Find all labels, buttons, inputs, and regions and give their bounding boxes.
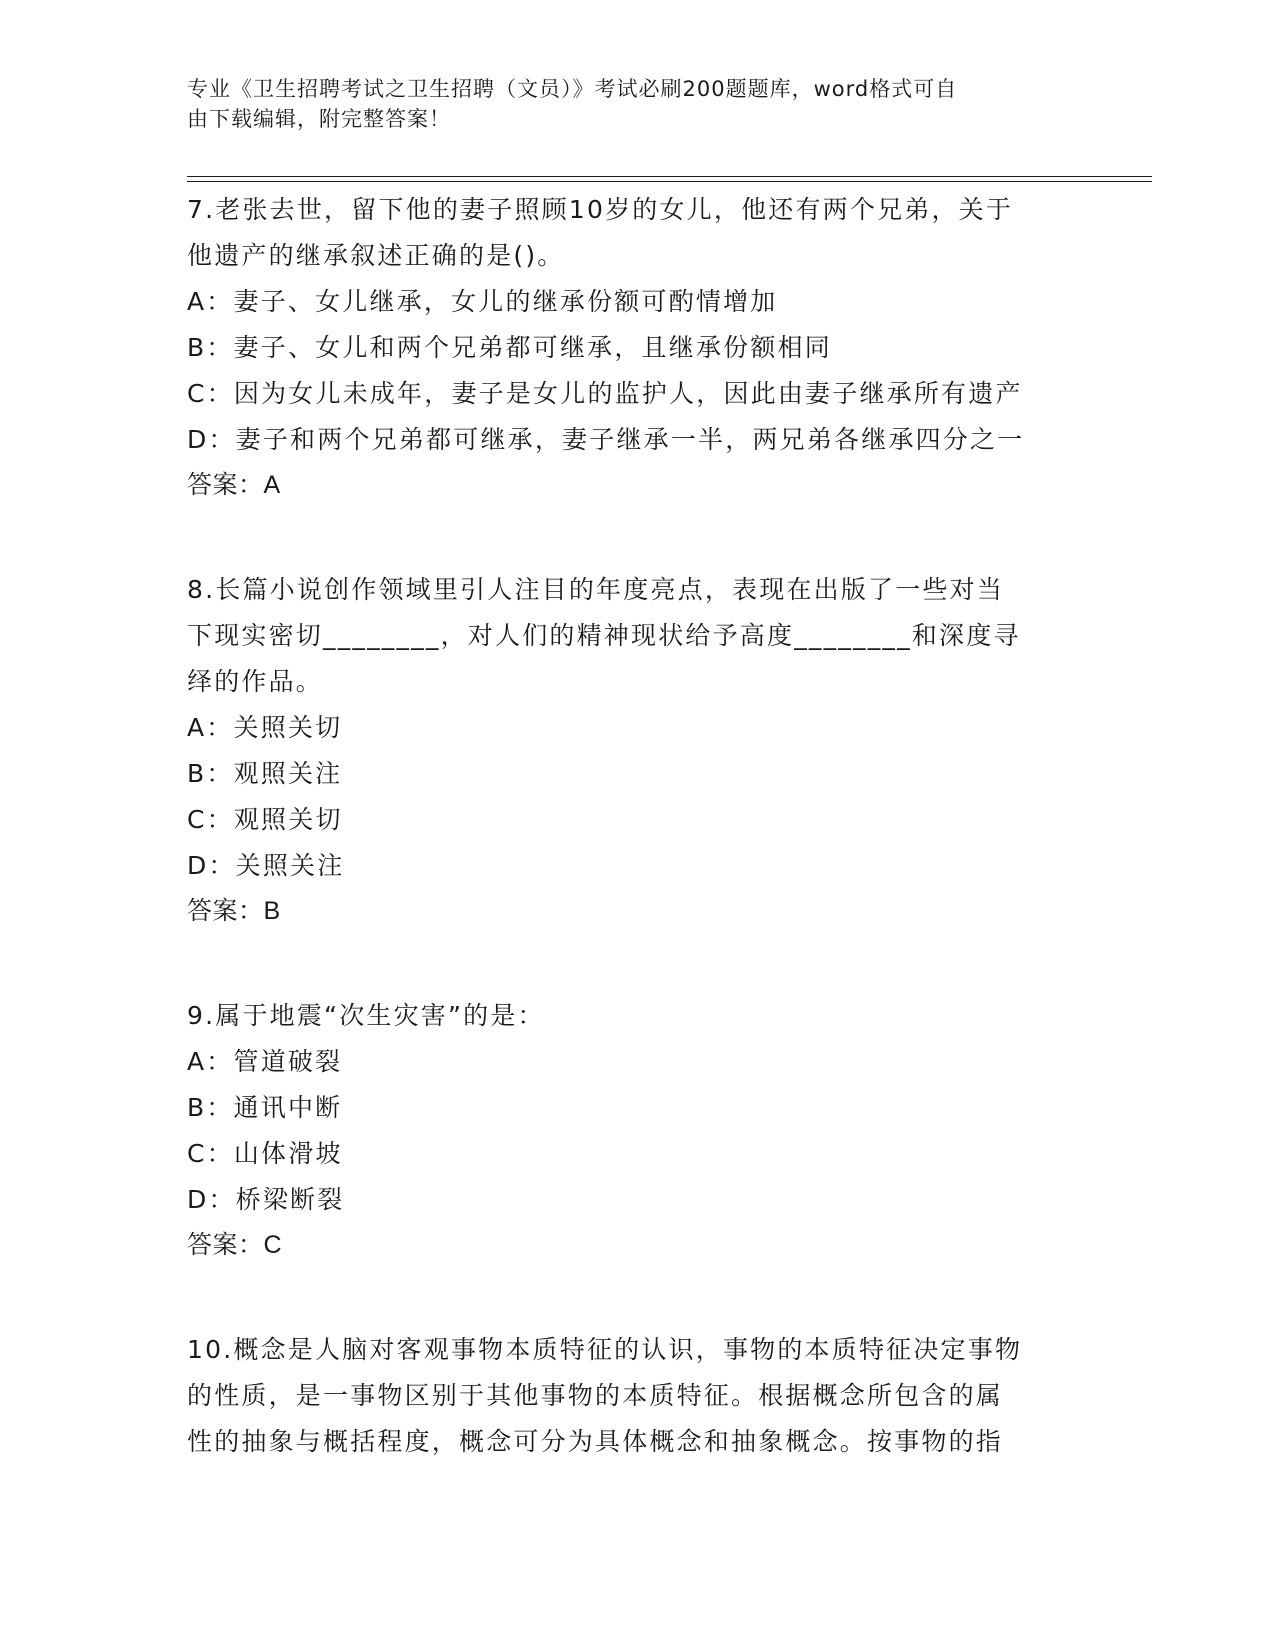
question-spacer (187, 933, 1067, 993)
option-d: D：桥梁断裂 (187, 1185, 345, 1214)
question-stem-line: 下现实密切________，对人们的精神现状给予高度________和深度寻 (187, 621, 1021, 650)
option-d: D：妻子和两个兄弟都可继承，妻子继承一半，两兄弟各继承四分之一 (187, 425, 1025, 454)
option-c: C：观照关切 (187, 805, 343, 834)
question-stem-line: 性的抽象与概括程度，概念可分为具体概念和抽象概念。按事物的指 (187, 1427, 1004, 1456)
header-divider-bottom (187, 181, 1152, 182)
option-c: C：因为女儿未成年，妻子是女儿的监护人，因此由妻子继承所有遗产 (187, 379, 1023, 408)
question-spacer (187, 507, 1067, 567)
question-stem-line: 8.长篇小说创作领域里引人注目的年度亮点，表现在出版了一些对当 (187, 575, 1005, 604)
question-8 (187, 567, 1067, 933)
option-c: C：山体滑坡 (187, 1139, 343, 1168)
question-7 (187, 187, 1067, 507)
question-10 (187, 1327, 1067, 1465)
question-stem-line: 绎的作品。 (187, 667, 324, 696)
question-stem-line: 7.老张去世，留下他的妻子照顾10岁的女儿，他还有两个兄弟，关于 (187, 195, 1014, 224)
option-d: D：关照关注 (187, 851, 345, 880)
question-spacer (187, 1267, 1067, 1327)
option-b: B：观照关注 (187, 759, 343, 788)
question-stem-line: 的性质，是一事物区别于其他事物的本质特征。根据概念所包含的属 (187, 1381, 1004, 1410)
document-header (187, 74, 1067, 134)
question-stem-line: 9.属于地震“次生灾害”的是： (187, 1001, 545, 1030)
question-9 (187, 993, 1067, 1267)
question-stem-line: 10.概念是人脑对客观事物本质特征的认识，事物的本质特征决定事物 (187, 1335, 1023, 1364)
option-a: A：关照关切 (187, 713, 343, 742)
answer-line: 答案：B (187, 897, 281, 925)
answer-line: 答案：A (187, 471, 281, 499)
header-line-1: 专业《卫生招聘考试之卫生招聘（文员）》考试必刷200题题库，word格式可自 (187, 77, 958, 101)
option-b: B：妻子、女儿和两个兄弟都可继承，且继承份额相同 (187, 333, 832, 362)
option-a: A：管道破裂 (187, 1047, 343, 1076)
question-list (187, 187, 1067, 1465)
header-line-2: 由下载编辑，附完整答案！ (187, 107, 451, 131)
option-b: B：通讯中断 (187, 1093, 343, 1122)
header-divider-top (187, 176, 1152, 177)
option-a: A：妻子、女儿继承，女儿的继承份额可酌情增加 (187, 287, 778, 316)
answer-line: 答案：C (187, 1231, 283, 1259)
question-stem-line: 他遗产的继承叙述正确的是()。 (187, 241, 565, 270)
